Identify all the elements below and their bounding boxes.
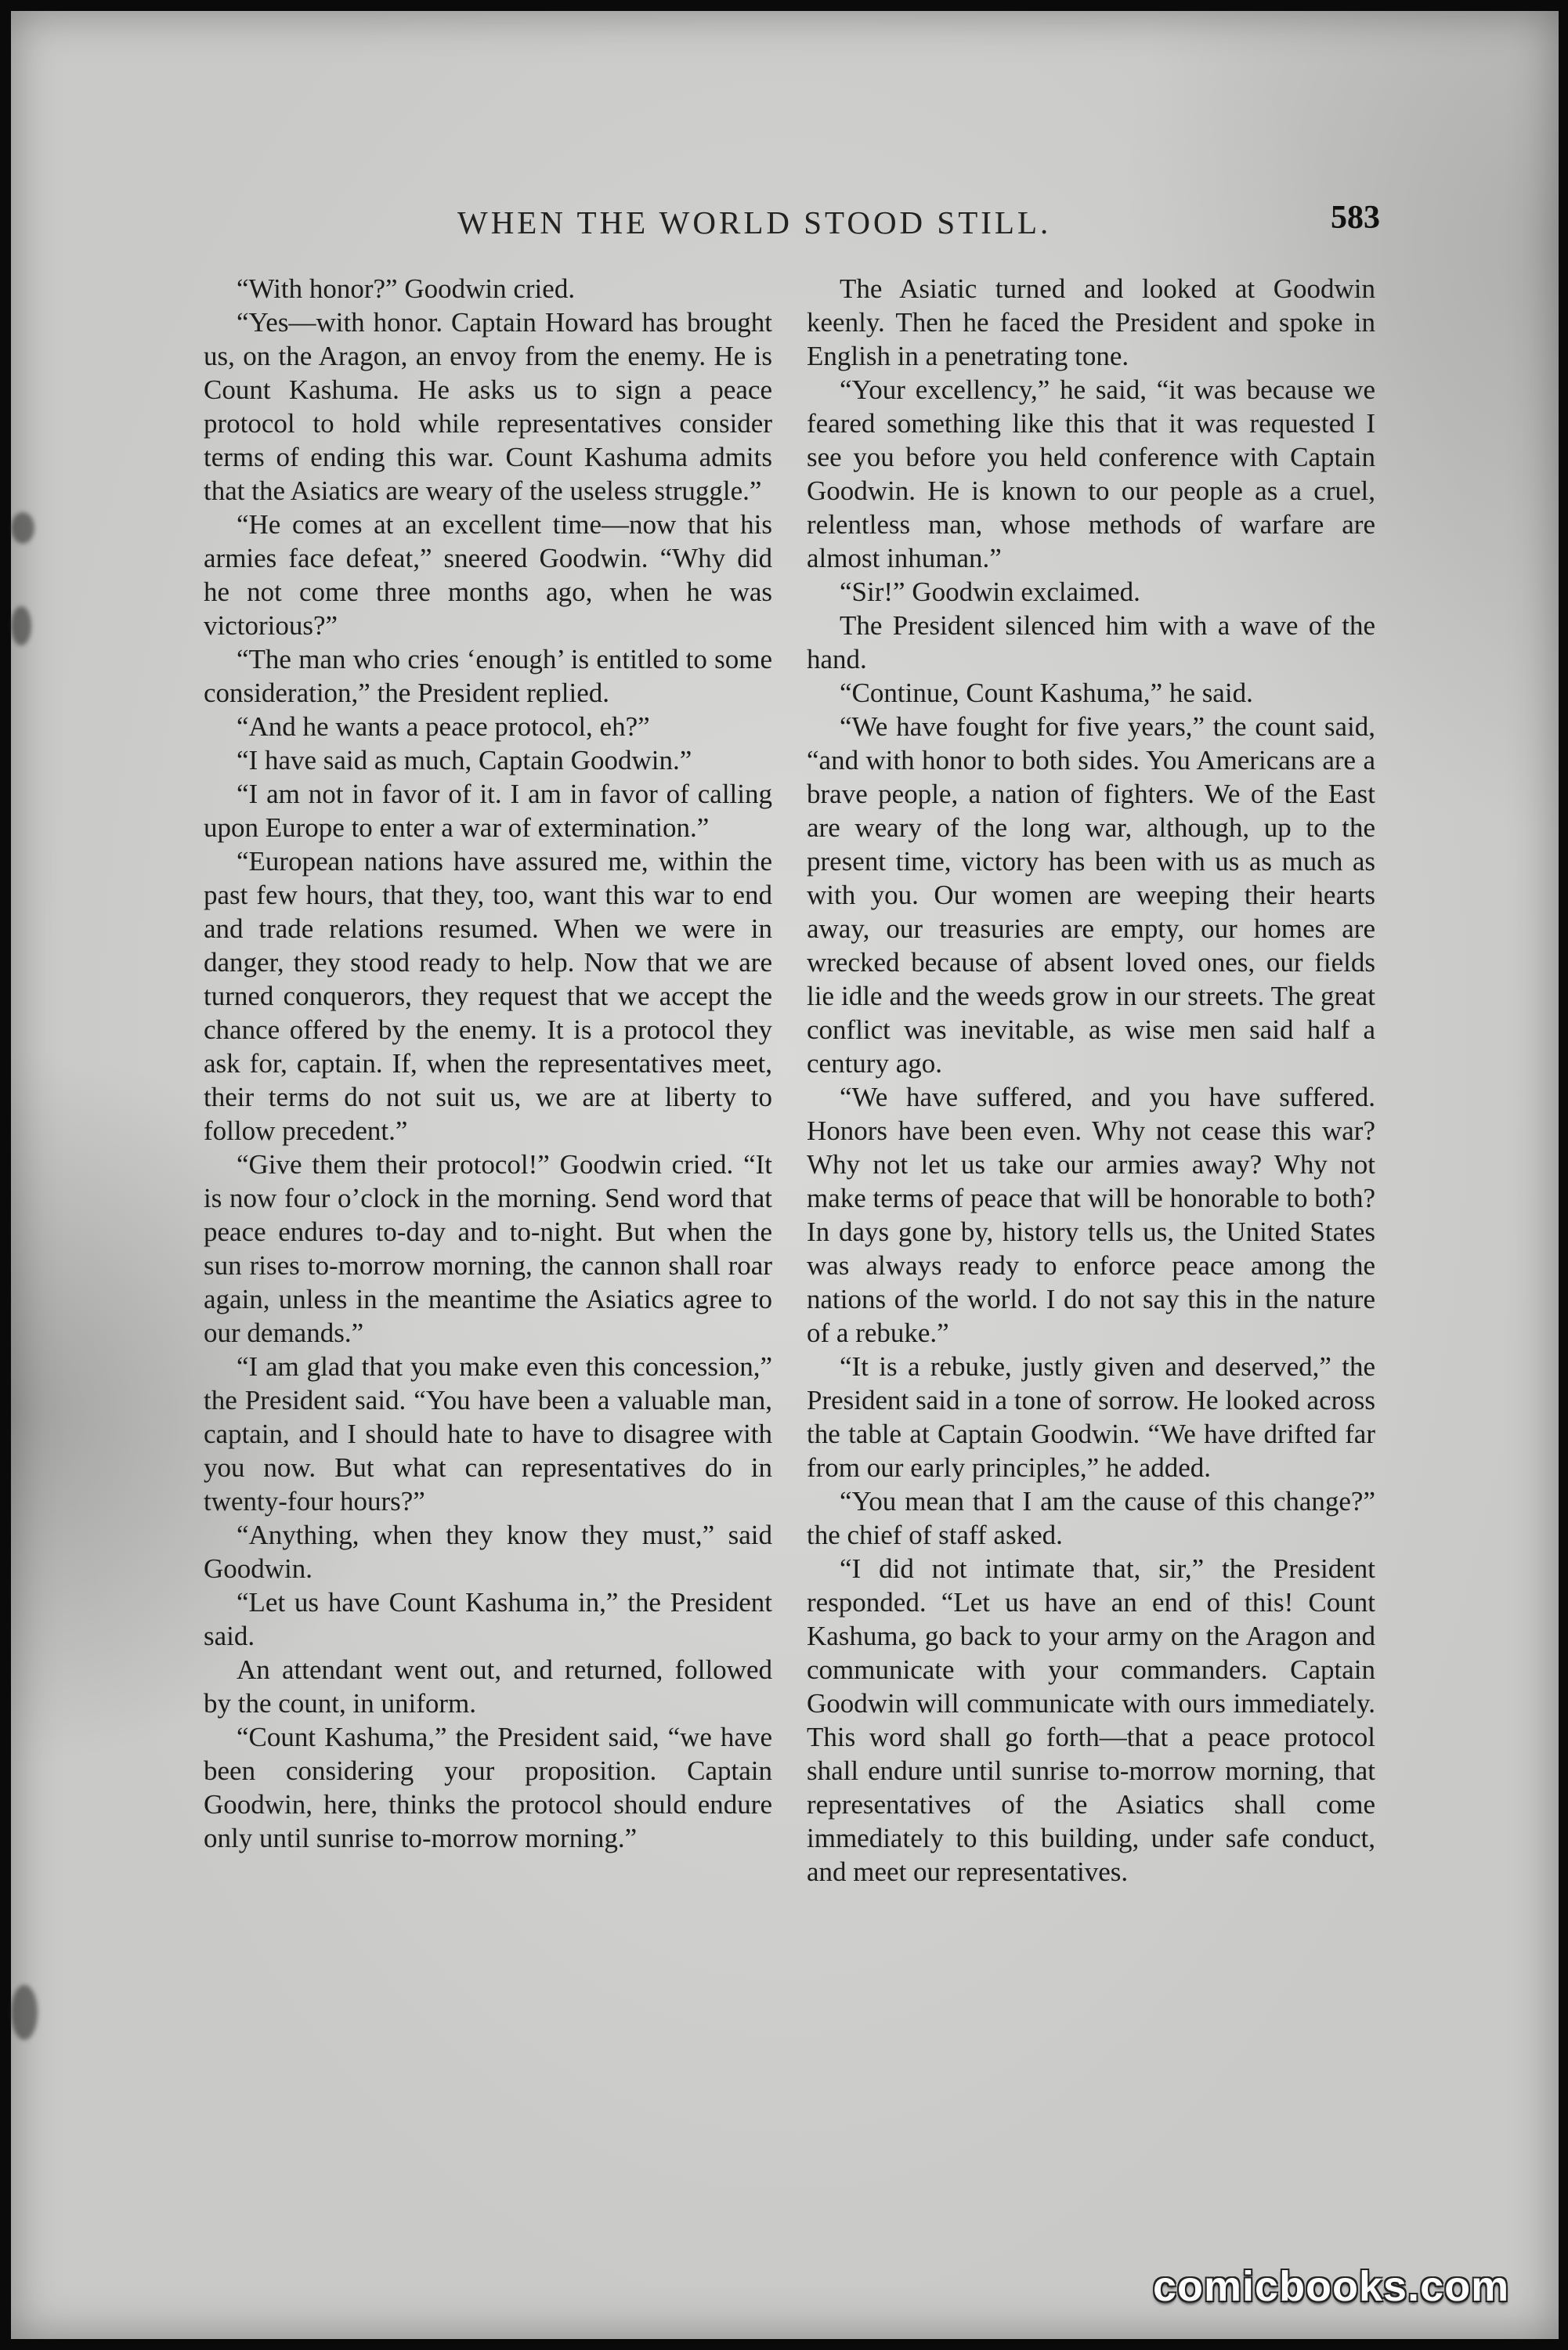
- paragraph: “I did not intimate that, sir,” the President responded. “Let us have an end of this! Count Kashuma, go back to your army on the Aragon and communicate with your commanders. Captain Goodwin will communicate with ours immediately. This word shall go forth—that a peace protocol shall endure until sunrise to-morrow morning, that representatives of the Asiatics shall come immediately to this building, under safe conduct, and meet our representatives.: [807, 1553, 1375, 1887]
- source-watermark: comicbooks.com: [1153, 2263, 1510, 2310]
- paragraph: “It is a rebuke, justly given and deserved,” the President said in a tone of sorrow. He looked across the table at Captain Goodwin. “We have drifted far from our early principles,” he added.: [807, 1351, 1375, 1483]
- paragraph: “You mean that I am the cause of this change?” the chief of staff asked.: [807, 1486, 1375, 1550]
- paragraph: “With honor?” Goodwin cried.: [237, 273, 576, 304]
- paragraph: “We have suffered, and you have suffered. Honors have been even. Why not cease this war? Why not let us take our armies away? Why not make terms of peace that will be honorable to both? In days gone by, history tells us, the United States was always ready to enforce peace among the nations of the world. I do not say this in the nature of a rebuke.”: [807, 1082, 1375, 1348]
- right-column: [807, 272, 1375, 1889]
- paragraph: “And he wants a peace protocol, eh?”: [237, 711, 650, 742]
- paragraph: “Sir!” Goodwin exclaimed.: [840, 577, 1140, 607]
- paragraph: “Give them their protocol!” Goodwin cried. “It is now four o’clock in the morning. Send word that peace endures to-day and to-night. But when the sun rises to-morrow morning, the cannon shall roar again, unless in the meantime the Asiatics agree to our demands.”: [204, 1149, 772, 1348]
- edge-stain: [11, 512, 34, 544]
- left-column: [204, 272, 772, 1855]
- paragraph: “Your excellency,” he said, “it was because we feared something like this that it was requested I see you before you held conference with Captain Goodwin. He is known to our people as a cruel, relentless man, whose methods of warfare are almost inhuman.”: [807, 374, 1375, 573]
- paragraph: “Count Kashuma,” the President said, “we have been considering your proposition. Captain Goodwin, here, thinks the protocol should endure only until sunrise to-morrow morning.”: [204, 1722, 772, 1853]
- paragraph: “Continue, Count Kashuma,” he said.: [840, 678, 1253, 708]
- paragraph: “Let us have Count Kashuma in,” the President said.: [204, 1587, 772, 1651]
- paragraph: “We have fought for five years,” the count said, “and with honor to both sides. You Americans are a brave people, a nation of fighters. We of the East are weary of the long war, although, up to the present time, victory has been with us as much as with you. Our women are weeping their hearts away, our treasuries are empty, our homes are wrecked because of absent loved ones, our fields lie idle and the weeds grow in our streets. The great conflict was inevitable, as wise men said half a century ago.: [807, 711, 1375, 1079]
- paragraph: The President silenced him with a wave of the hand.: [807, 610, 1375, 674]
- paragraph: An attendant went out, and returned, followed by the count, in uniform.: [204, 1654, 772, 1719]
- paragraph: “European nations have assured me, within the past few hours, that they, too, want this war to end and trade relations resumed. When we were in danger, they stood ready to help. Now that we are turned conquerors, they request that we accept the chance offered by the enemy. It is a protocol they ask for, captain. If, when the representatives meet, their terms do not suit us, we are at liberty to follow precedent.”: [204, 846, 772, 1146]
- paragraph: “Anything, when they know they must,” said Goodwin.: [204, 1520, 772, 1584]
- paragraph: “The man who cries ‘enough’ is entitled to some consideration,” the President replied.: [204, 644, 772, 708]
- edge-stain: [11, 1985, 38, 2040]
- page-number: 583: [1331, 200, 1380, 236]
- paragraph: The Asiatic turned and looked at Goodwin keenly. Then he faced the President and spoke in English in a penetrating tone.: [807, 273, 1375, 371]
- magazine-page: [11, 11, 1559, 2339]
- edge-stain: [11, 606, 31, 645]
- paragraph: “I am glad that you make even this concession,” the President said. “You have been a valuable man, captain, and I should hate to have to disagree with you now. But what can representatives do in twenty-four hours?”: [204, 1351, 772, 1517]
- paragraph: “I have said as much, Captain Goodwin.”: [237, 745, 692, 776]
- running-title: WHEN THE WORLD STOOD STILL.: [457, 204, 1052, 240]
- paragraph: “I am not in favor of it. I am in favor of calling upon Europe to enter a war of extermination.”: [204, 779, 772, 843]
- page-header: [11, 200, 1559, 251]
- paragraph: “He comes at an excellent time—now that his armies face defeat,” sneered Goodwin. “Why did he not come three months ago, when he was victorious?”: [204, 509, 772, 641]
- paragraph: “Yes—with honor. Captain Howard has brought us, on the Aragon, an envoy from the enemy. He is Count Kashuma. He asks us to sign a peace protocol to hold while representatives consider terms of ending this war. Count Kashuma admits that the Asiatics are weary of the useless struggle.”: [204, 307, 772, 506]
